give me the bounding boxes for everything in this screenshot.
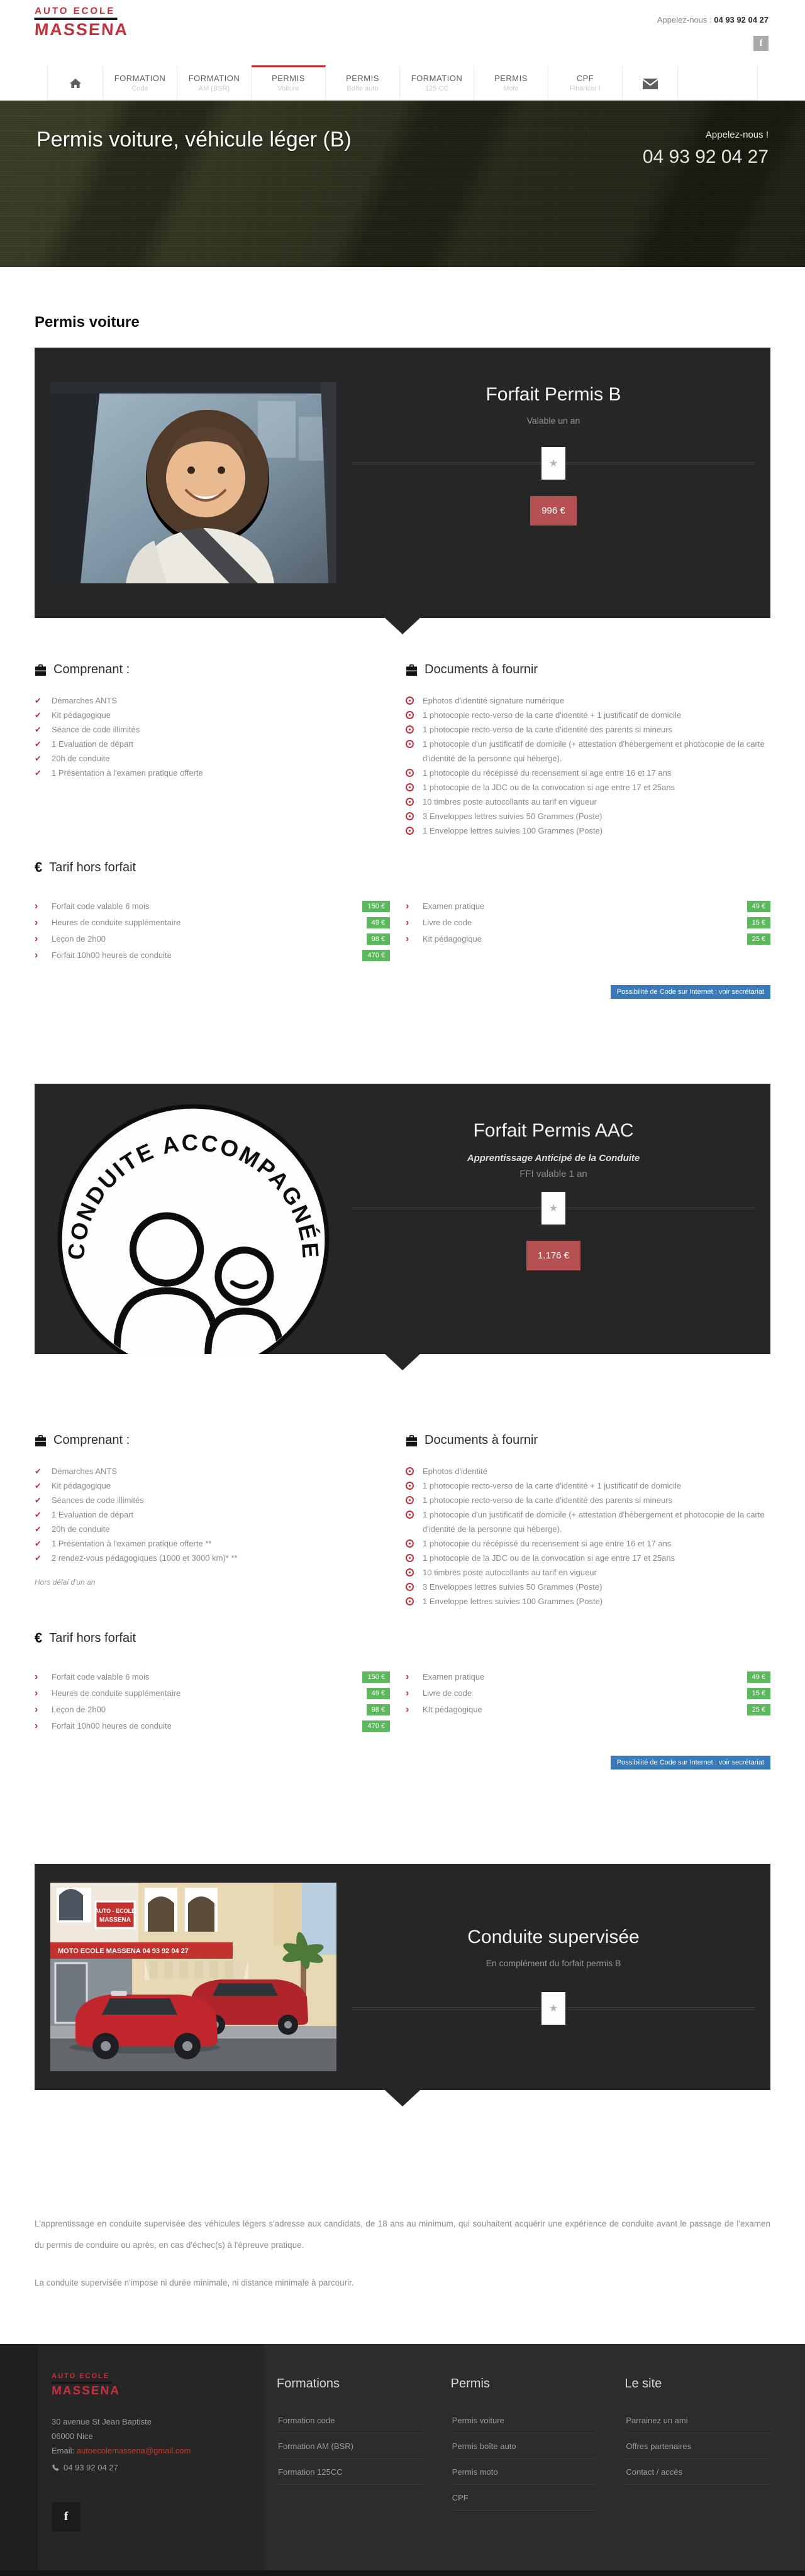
comprenant-list	[35, 1464, 390, 1565]
footer-logo[interactable]	[52, 2370, 252, 2397]
star-icon: ★	[541, 1992, 565, 2025]
item-text: 3 Enveloppes lettres suivies 50 Grammes (Poste)	[423, 812, 602, 821]
envelope-icon	[643, 79, 658, 89]
list-item	[406, 1551, 770, 1565]
nav-permis-boite-auto[interactable]	[326, 65, 400, 100]
card-conduite-supervisee	[35, 1864, 770, 2090]
nav-label: PERMIS	[494, 74, 528, 83]
target-icon	[406, 812, 414, 820]
item-text: 1 photocopie d'un justificatif de domicile (+ attestation d'hébergement et photocopie de la carte d'identité de la personne qui héberge).	[423, 739, 765, 763]
tarif-row	[35, 1704, 390, 1715]
list-item	[35, 693, 390, 708]
euro-icon: €	[35, 1630, 43, 1646]
logo-line1: AUTO ECOLE	[52, 2373, 113, 2384]
documents-heading	[406, 1433, 770, 1448]
tarif-row	[406, 917, 770, 928]
target-icon	[406, 827, 414, 835]
nav-label: FORMATION	[188, 74, 240, 83]
hero-call-label: Appelez-nous !	[705, 129, 769, 140]
list-item	[35, 1522, 390, 1536]
star-divider	[352, 458, 755, 469]
offer-subtitle: En complément du forfait permis B	[486, 1958, 621, 1968]
star-divider	[352, 2003, 755, 2014]
logo-line2: MASSENA	[34, 20, 129, 39]
topbar	[0, 0, 805, 65]
price-badge: 98 €	[367, 1704, 390, 1715]
tarif-row	[406, 901, 770, 912]
card-pointer	[385, 1354, 420, 1370]
check-icon	[35, 1507, 42, 1522]
paragraph: L'apprentissage en conduite supervisée des véhicules légers s'adresse aux candidats, de 18 ans au minimum, qui souhaitent acquérir une expérience de conduite avant le passage de l'examen du permis de conduire ou après, en cas d'échec(s) à l'épreuve pratique.	[35, 2219, 770, 2250]
footer-col-title: Le site	[625, 2377, 662, 2391]
comprenant-list	[35, 693, 390, 780]
item-text: 20h de conduite	[52, 1524, 110, 1534]
item-text: 2 rendez-vous pédagogiques (1000 et 3000 km)* **	[52, 1553, 238, 1563]
card-forfait-b	[35, 348, 770, 618]
tarif-label: › Livre de code	[406, 918, 747, 928]
code-internet-note: Possibilité de Code sur Internet : voir secrétariat	[611, 985, 770, 999]
details-section-1	[35, 663, 770, 838]
list-item	[35, 1493, 390, 1507]
item-text: Ephotos d'identité signature numérique	[423, 696, 565, 705]
chevron-icon	[406, 934, 409, 944]
tarif-label: › KIt pédagogique	[406, 1705, 747, 1715]
nav-formation-am[interactable]	[177, 65, 252, 100]
offer-subtitle-italic: Apprentissage Anticipé de la Conduite	[467, 1153, 640, 1164]
footer-phone-line	[52, 2460, 252, 2475]
target-icon	[406, 798, 414, 806]
email-label: Email:	[52, 2446, 77, 2455]
card-pointer	[385, 618, 420, 634]
list-item	[406, 693, 770, 708]
hero-banner	[0, 101, 805, 267]
logo-line1: AUTO ECOLE	[34, 6, 118, 20]
logo[interactable]	[35, 6, 128, 38]
list-item	[35, 708, 390, 722]
documents-heading	[406, 663, 770, 677]
documents-list	[406, 1464, 770, 1609]
briefcase-icon	[406, 664, 418, 676]
list-item	[35, 1536, 390, 1551]
nav-permis-moto[interactable]	[474, 65, 548, 100]
chevron-icon	[35, 934, 38, 944]
comprenant-title: Comprenant :	[53, 1433, 130, 1447]
tarif-row	[406, 1671, 770, 1683]
list-item	[406, 1580, 770, 1594]
bottom-bar	[0, 2570, 805, 2576]
tarif-label: › Forfait code valable 6 mois	[35, 901, 362, 911]
item-text: 10 timbres poste autocollants au tarif en vigueur	[423, 797, 597, 806]
tarif-right-list	[406, 901, 770, 945]
chevron-icon	[35, 1721, 38, 1731]
list-item	[406, 737, 770, 766]
tarif-label: › Kit pédagogique	[406, 934, 747, 944]
tarif-section-1	[35, 859, 770, 966]
list-item	[35, 1478, 390, 1493]
tarif-label: › Forfait code valable 6 mois	[35, 1672, 362, 1682]
check-icon	[35, 722, 42, 737]
tarif-row	[35, 901, 390, 912]
tarif-label: › Examen pratique	[406, 1672, 747, 1682]
check-icon	[35, 751, 42, 766]
footer-link-formation-125[interactable]: Formation 125CC	[277, 2459, 423, 2485]
list-item	[406, 780, 770, 795]
item-text: Démarches ANTS	[52, 1467, 118, 1476]
item-text: Kit pédagogique	[52, 1481, 111, 1490]
check-icon	[35, 708, 42, 722]
list-item	[406, 1536, 770, 1551]
check-icon	[35, 693, 42, 708]
documents-list	[406, 693, 770, 838]
target-icon	[406, 1554, 414, 1562]
nav-sublabel: Code	[131, 85, 148, 92]
hero-phone: 04 93 92 04 27	[642, 146, 769, 167]
chevron-icon	[35, 1688, 38, 1698]
target-icon	[406, 1597, 414, 1605]
price-badge: 15 €	[747, 1688, 770, 1699]
footer-col-title: Permis	[450, 2377, 490, 2391]
comprenant-heading	[35, 663, 390, 677]
tarif-label: › Forfait 10h00 heures de conduite	[35, 1721, 362, 1731]
tarif-row	[35, 1688, 390, 1699]
nav-sublabel: Voiture	[277, 85, 299, 92]
footer-link-formation-code[interactable]: Formation code	[277, 2408, 423, 2433]
list-item	[406, 1464, 770, 1478]
comprenant-heading	[35, 1433, 390, 1448]
main-nav	[47, 65, 758, 101]
logo-line2: MASSENA	[51, 2384, 121, 2397]
footer-edge-strip	[0, 2344, 38, 2570]
nav-home[interactable]	[48, 65, 103, 100]
tarif-row	[35, 950, 390, 961]
conduite-accompagnee-logo	[50, 1096, 336, 1341]
footer-link-permis-boite-auto[interactable]: Permis boîte auto	[451, 2433, 597, 2459]
price-tag: 1.176 €	[526, 1241, 580, 1270]
topbar-call	[657, 15, 769, 25]
tarif-label: › Leçon de 2h00	[35, 934, 367, 944]
chevron-icon	[35, 950, 38, 960]
sign-small-line2: MASSENA	[99, 1917, 131, 1924]
price-badge: 15 €	[747, 917, 770, 928]
nav-contact[interactable]	[623, 65, 678, 100]
target-icon	[406, 1568, 414, 1577]
target-icon	[406, 711, 414, 719]
tarif-label: › Heures de conduite supplémentaire	[35, 918, 367, 928]
price-badge: 49 €	[747, 1671, 770, 1683]
briefcase-icon	[35, 664, 47, 676]
phone-icon	[52, 2463, 60, 2472]
storefront-photo	[50, 1883, 336, 2071]
logo-curved-text: CONDUITE ACCOMPAGNÉE	[63, 1129, 324, 1261]
check-icon	[35, 1478, 42, 1493]
nav-sublabel: Financer !	[570, 85, 601, 92]
item-text: 10 timbres poste autocollants au tarif en vigueur	[423, 1568, 597, 1577]
tarif-row	[35, 1671, 390, 1683]
footer-link-offres[interactable]: Offres partenaires	[625, 2433, 770, 2459]
offer-title: Forfait Permis AAC	[473, 1120, 634, 1141]
item-text: 1 photocopie recto-verso de la carte d'identité + 1 justificatif de domicile	[423, 1481, 682, 1490]
item-text: 1 photocopie de la JDC ou de la convocation si age entre 17 et 25ans	[423, 783, 675, 792]
facebook-icon[interactable]: f	[52, 2502, 80, 2531]
list-item	[406, 1565, 770, 1580]
footer-address-line2: 06000 Nice	[52, 2431, 93, 2441]
nav-label: FORMATION	[114, 74, 166, 83]
check-icon	[35, 1464, 42, 1478]
tarif-section-2	[35, 1630, 770, 1737]
list-item	[35, 751, 390, 766]
footer-link-permis-moto[interactable]: Permis moto	[451, 2459, 597, 2485]
nav-label: FORMATION	[411, 74, 463, 83]
nav-spacer	[678, 65, 757, 100]
item-text: Ephotos d'identité	[423, 1467, 487, 1476]
item-text: 1 Evaluation de départ	[52, 739, 134, 749]
email-link[interactable]: autoecolemassena@gmail.com	[76, 2446, 191, 2455]
chevron-icon	[406, 1688, 409, 1698]
list-item	[35, 722, 390, 737]
list-item	[35, 1551, 390, 1565]
comprenant-title: Comprenant :	[53, 663, 130, 676]
item-text: Kit pédagogique	[52, 710, 111, 720]
chevron-icon	[406, 1672, 409, 1682]
facebook-icon[interactable]: f	[753, 36, 769, 51]
list-item	[35, 737, 390, 751]
check-icon	[35, 1551, 42, 1565]
check-icon	[35, 1522, 42, 1536]
list-item	[406, 1594, 770, 1609]
list-item	[406, 809, 770, 823]
nav-label: PERMIS	[346, 74, 379, 83]
sign-small-line1: AUTO - ECOLE	[94, 1908, 136, 1914]
target-icon	[406, 1496, 414, 1504]
list-item	[35, 766, 390, 780]
star-icon: ★	[541, 447, 565, 480]
page-heading: Permis voiture, véhicule léger (B)	[36, 128, 352, 151]
footer-phone: 04 93 92 04 27	[64, 2463, 118, 2472]
nav-sublabel: Moto	[503, 85, 519, 92]
list-item	[406, 766, 770, 780]
price-tag: 996 €	[530, 496, 577, 526]
section-title: Permis voiture	[35, 314, 140, 331]
target-icon	[406, 1583, 414, 1591]
delay-note: Hors délai d'un an	[35, 1578, 96, 1587]
footer-col-title: Formations	[277, 2377, 340, 2391]
target-icon	[406, 696, 414, 705]
offer-title: Conduite supervisée	[467, 1927, 640, 1947]
item-text: 1 Evaluation de départ	[52, 1510, 134, 1519]
paragraph: La conduite supervisée n'impose ni durée minimale, ni distance minimale à parcourir.	[35, 2278, 354, 2287]
price-badge: 49 €	[747, 901, 770, 912]
price-badge: 150 €	[362, 1671, 390, 1683]
chevron-icon	[35, 1705, 38, 1715]
footer-link-cpf[interactable]: CPF	[451, 2485, 597, 2511]
driver-photo	[50, 382, 336, 583]
tarif-row	[406, 1704, 770, 1715]
nav-sublabel: Boîte auto	[347, 85, 379, 92]
price-badge: 98 €	[367, 933, 390, 945]
target-icon	[406, 1511, 414, 1519]
target-icon	[406, 1539, 414, 1548]
list-item	[406, 1478, 770, 1493]
tarif-row	[35, 1720, 390, 1732]
target-icon	[406, 740, 414, 748]
list-item	[406, 722, 770, 737]
footer-col-formations	[277, 2377, 423, 2570]
item-text: 3 Enveloppes lettres suivies 50 Grammes (Poste)	[423, 1582, 602, 1592]
nav-label: PERMIS	[272, 74, 305, 83]
info-paragraphs	[35, 2213, 770, 2294]
tarif-label: › Examen pratique	[406, 901, 747, 911]
price-badge: 25 €	[747, 933, 770, 945]
target-icon	[406, 1482, 414, 1490]
tarif-row	[35, 933, 390, 945]
check-icon	[35, 1493, 42, 1507]
sign-band-text: MOTO ECOLE MASSENA 04 93 92 04 27	[58, 1947, 189, 1955]
nav-sublabel: 125 CC	[425, 85, 449, 92]
tarif-row	[35, 917, 390, 928]
tarif-left-list	[35, 901, 390, 961]
target-icon	[406, 1467, 414, 1475]
item-text: 1 photocopie d'un justificatif de domicile (+ attestation d'hébergement et photocopie de la carte d'identité de la personne qui héberge).	[423, 1510, 765, 1534]
footer-link-formation-am[interactable]: Formation AM (BSR)	[277, 2433, 423, 2459]
item-text: 1 Enveloppe lettres suivies 100 Grammes (Poste)	[423, 826, 603, 835]
offer-subtitle: Valable un an	[526, 416, 580, 426]
footer-contact-block	[38, 2344, 264, 2570]
target-icon	[406, 783, 414, 791]
chevron-icon	[406, 918, 409, 928]
list-item	[35, 1464, 390, 1478]
chevron-icon	[35, 918, 38, 928]
nav-formation-code[interactable]	[103, 65, 177, 100]
item-text: 1 photocopie du récépissé du recensement si age entre 16 et 17 ans	[423, 1539, 672, 1548]
list-item	[35, 1507, 390, 1522]
tarif-label: › Livre de code	[406, 1688, 747, 1698]
offer-subtitle: FFI valable 1 an	[519, 1169, 587, 1179]
price-badge: 49 €	[367, 1688, 390, 1699]
target-icon	[406, 769, 414, 777]
documents-title: Documents à fournir	[425, 663, 538, 676]
tarif-label: › Heures de conduite supplémentaire	[35, 1688, 367, 1698]
offer-title: Forfait Permis B	[486, 384, 621, 405]
target-icon	[406, 725, 414, 734]
check-icon	[35, 1536, 42, 1551]
code-internet-note: Possibilité de Code sur Internet : voir secrétariat	[611, 1756, 770, 1770]
nav-sublabel: AM (BSR)	[198, 85, 230, 92]
tarif-title: Tarif hors forfait	[49, 860, 136, 874]
card-forfait-aac	[35, 1084, 770, 1354]
price-badge: 470 €	[362, 1720, 390, 1732]
nav-label: CPF	[576, 74, 594, 83]
check-icon	[35, 737, 42, 751]
euro-icon: €	[35, 859, 43, 875]
item-text: Séance de code illimités	[52, 725, 140, 734]
footer-address-line1: 30 avenue St Jean Baptiste	[52, 2417, 152, 2426]
item-text: 1 Enveloppe lettres suivies 100 Grammes (Poste)	[423, 1597, 603, 1606]
card-pointer	[385, 2090, 420, 2106]
list-item	[406, 823, 770, 838]
item-text: 1 photocopie recto-verso de la carte d'identité + 1 justificatif de domicile	[423, 710, 682, 720]
list-item	[406, 1507, 770, 1536]
chevron-icon	[406, 901, 409, 911]
tarif-right-list	[406, 1671, 770, 1715]
tarif-title: Tarif hors forfait	[49, 1631, 136, 1645]
check-icon	[35, 766, 42, 780]
star-divider	[352, 1203, 755, 1214]
star-icon: ★	[541, 1192, 565, 1225]
item-text: 1 photocopie recto-verso de la carte d'identité des parents si mineurs	[423, 725, 673, 734]
tarif-label: › Leçon de 2h00	[35, 1705, 367, 1715]
tarif-row	[406, 1688, 770, 1699]
footer-link-parrainez[interactable]: Parrainez un ami	[625, 2408, 770, 2433]
details-section-2	[35, 1433, 770, 1609]
tarif-heading	[35, 1630, 390, 1646]
documents-title: Documents à fournir	[425, 1433, 538, 1447]
tarif-heading	[35, 859, 390, 876]
chevron-icon	[35, 901, 38, 911]
chevron-icon	[406, 1705, 409, 1715]
call-label: Appelez-nous :	[657, 15, 714, 25]
item-text: 20h de conduite	[52, 754, 110, 763]
nav-permis-voiture[interactable]	[252, 65, 326, 100]
footer-col-permis	[451, 2377, 597, 2570]
price-badge: 470 €	[362, 950, 390, 961]
item-text: 1 photocopie de la JDC ou de la convocation si age entre 17 et 25ans	[423, 1553, 675, 1563]
footer	[0, 2344, 805, 2570]
car-front	[69, 1991, 220, 2059]
tarif-left-list	[35, 1671, 390, 1732]
home-icon	[69, 77, 82, 90]
footer-link-contact[interactable]: Contact / accès	[625, 2459, 770, 2485]
briefcase-icon	[35, 1435, 47, 1446]
topbar-phone: 04 93 92 04 27	[714, 15, 769, 25]
item-text: Démarches ANTS	[52, 696, 118, 705]
tarif-label: › Forfait 10h00 heures de conduite	[35, 950, 362, 960]
nav-cpf[interactable]	[548, 65, 623, 100]
footer-col-site	[625, 2377, 770, 2570]
briefcase-icon	[406, 1435, 418, 1446]
list-item	[406, 795, 770, 809]
footer-email-line	[52, 2443, 252, 2458]
item-text: 1 Présentation à l'examen pratique offerte **	[52, 1539, 212, 1548]
list-item	[406, 1493, 770, 1507]
footer-link-permis-voiture[interactable]: Permis voiture	[451, 2408, 597, 2433]
item-text: Séances de code illimités	[52, 1495, 144, 1505]
list-item	[406, 708, 770, 722]
price-badge: 49 €	[367, 917, 390, 928]
item-text: 1 Présentation à l'examen pratique offerte	[52, 768, 203, 778]
price-badge: 25 €	[747, 1704, 770, 1715]
nav-formation-125[interactable]	[400, 65, 474, 100]
price-badge: 150 €	[362, 901, 390, 912]
item-text: 1 photocopie recto-verso de la carte d'identité des parents si mineurs	[423, 1495, 673, 1505]
item-text: 1 photocopie du récépissé du recensement si age entre 16 et 17 ans	[423, 768, 672, 778]
chevron-icon	[35, 1672, 38, 1682]
tarif-row	[406, 933, 770, 945]
